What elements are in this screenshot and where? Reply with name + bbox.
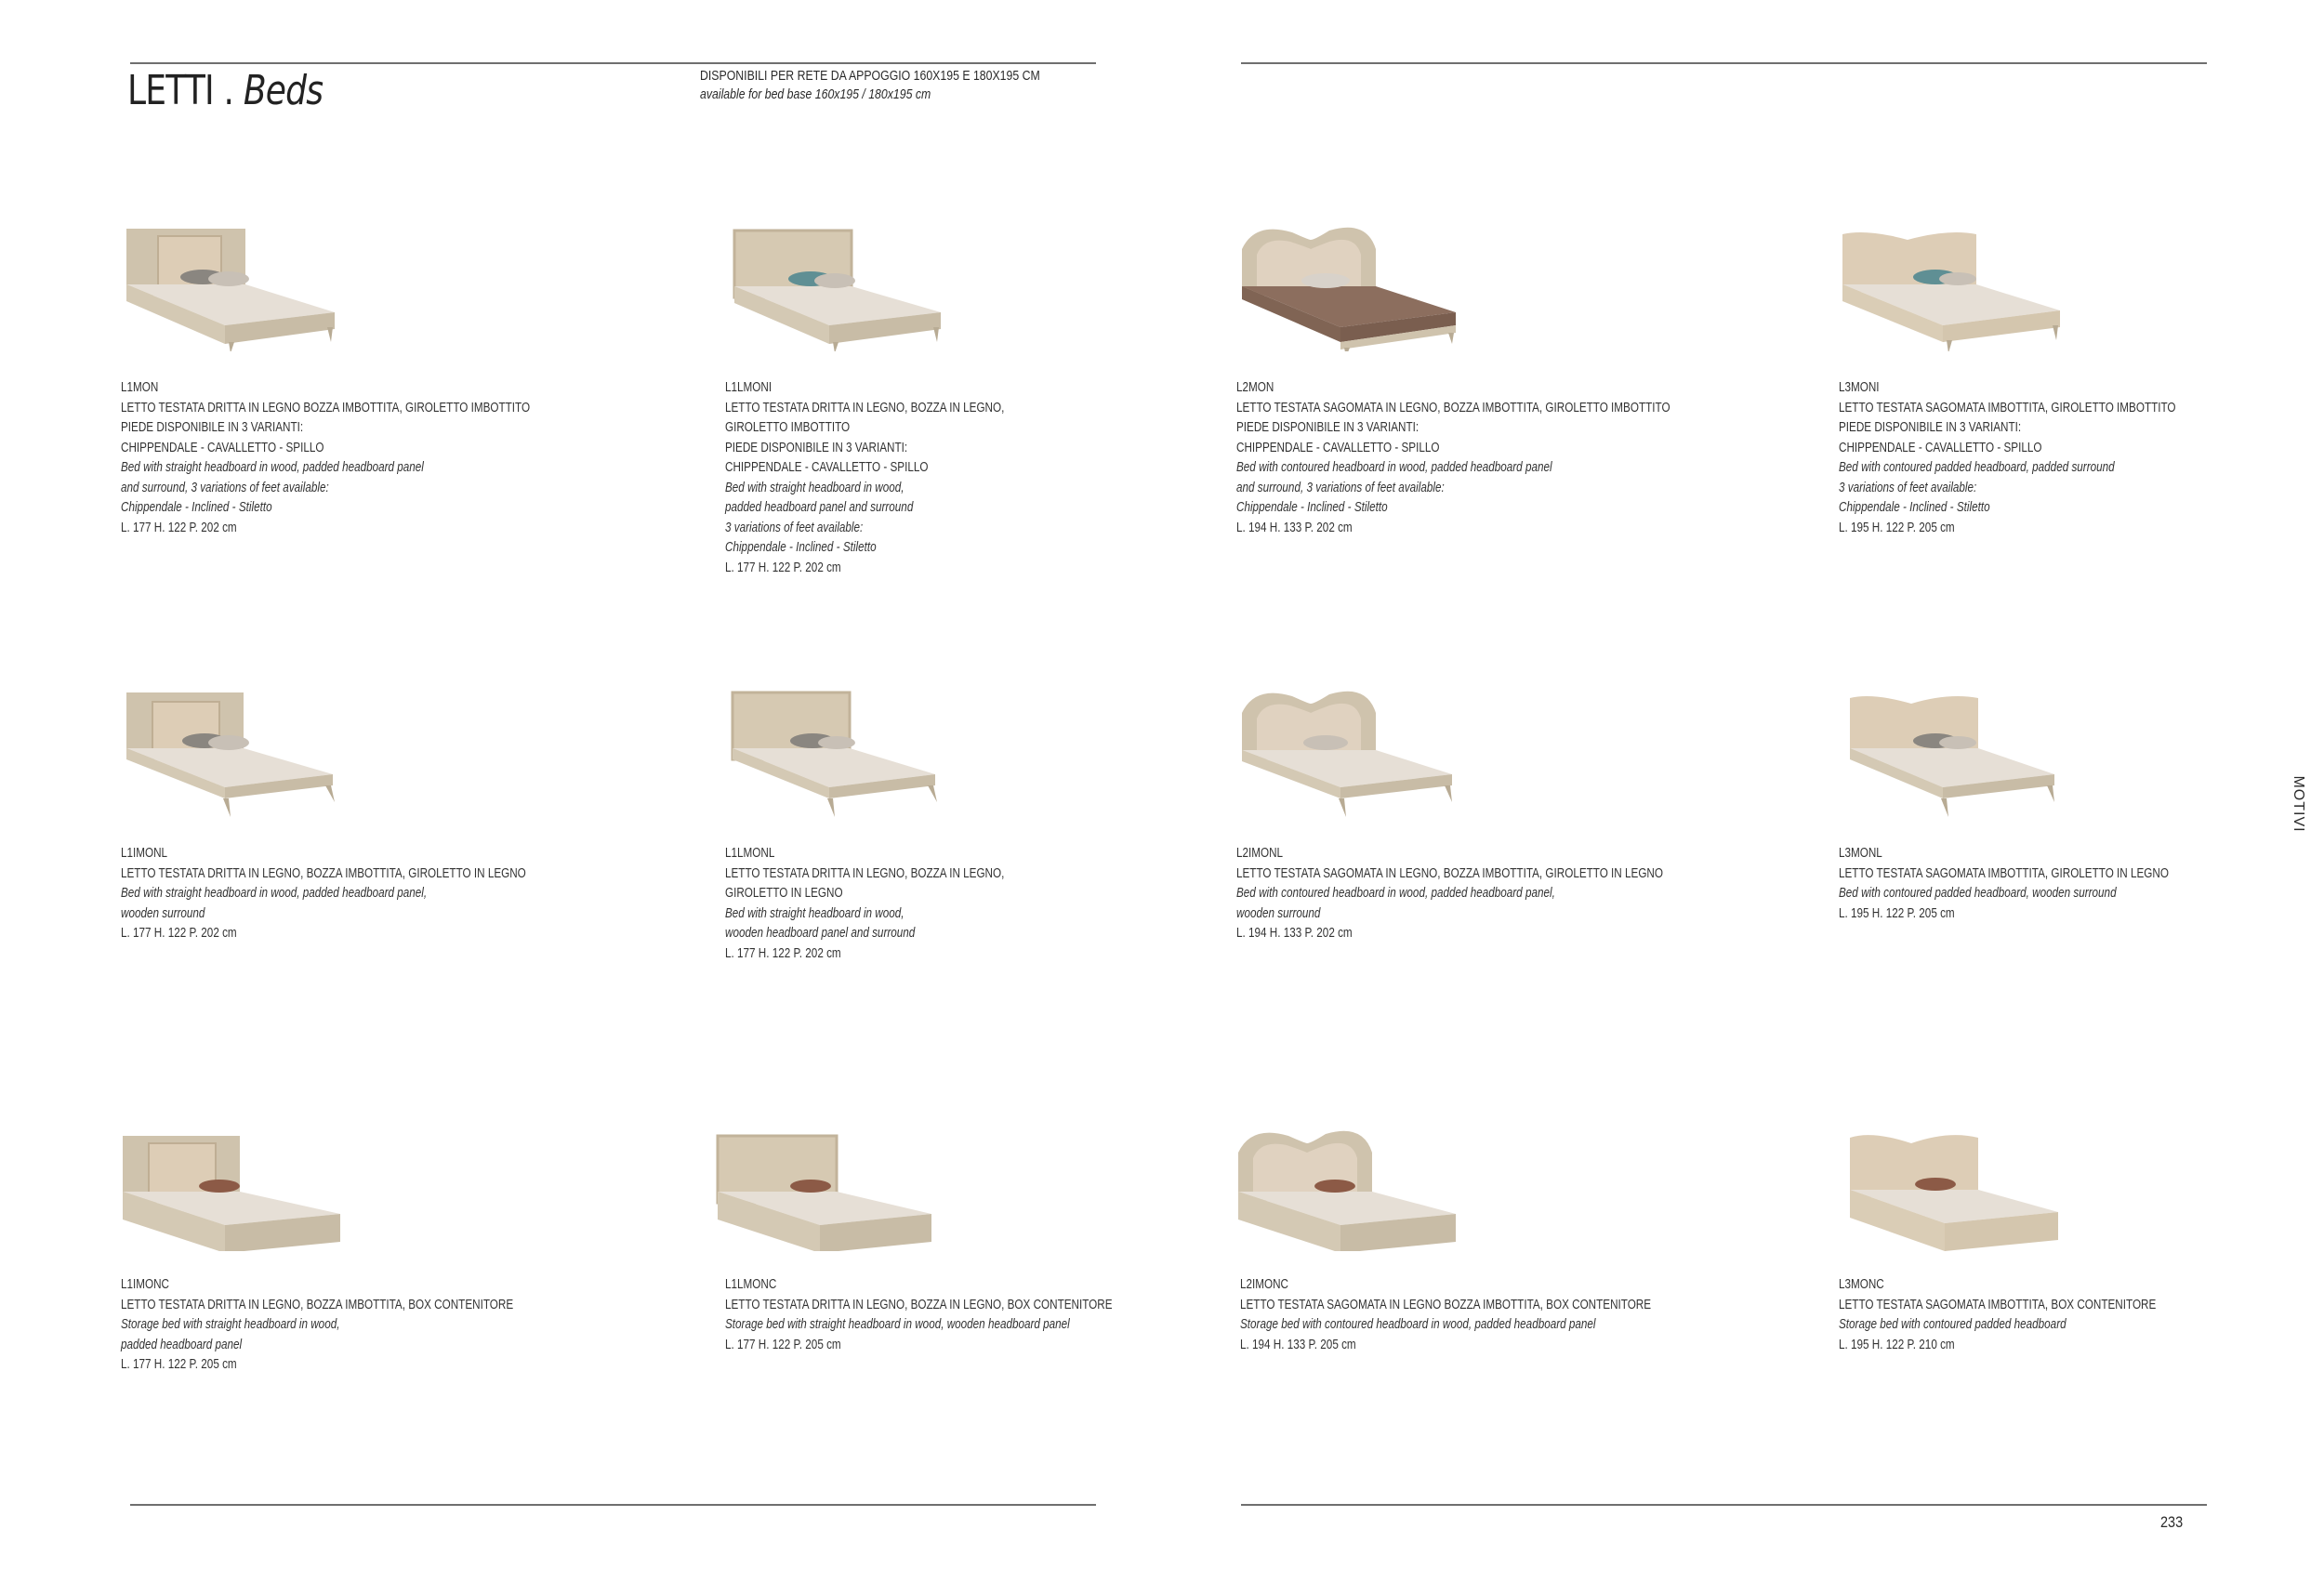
page-title <box>127 67 323 114</box>
product-description: L1LMONC LETTO TESTATA DRITTA IN LEGNO, BOZZA IN LEGNO, BOX CONTENITORE Storage bed with straight headboard in wood, wooden headboard panel L. 177 H. 122 P. 205 cm <box>725 1274 1113 1354</box>
top-rule-left <box>130 62 1096 64</box>
product-card <box>121 678 679 941</box>
product-code: L1IMONC <box>121 1276 170 1292</box>
product-dimensions: L. 194 H. 133 P. 202 cm <box>1236 925 1353 941</box>
product-dimensions: L. 177 H. 122 P. 202 cm <box>121 519 237 535</box>
product-code: L2IMONL <box>1236 845 1284 861</box>
product-code: L1LMONI <box>725 379 772 395</box>
storage-bed-photo-straight-padded <box>121 1112 400 1251</box>
product-code: L3MONI <box>1839 379 1880 395</box>
product-card <box>1236 212 1794 535</box>
product-description: L3MONC LETTO TESTATA SAGOMATA IMBOTTITA, BOX CONTENITORE Storage bed with contoured padded headboard L. 195 H. 122 P. 210 cm <box>1839 1274 2156 1354</box>
product-card <box>1236 678 1794 941</box>
product-dimensions: L. 195 H. 122 P. 205 cm <box>1839 904 1955 921</box>
product-description: L1LMONI LETTO TESTATA DRITTA IN LEGNO, BOZZA IN LEGNO, GIROLETTO IMBOTTITO PIEDE DISPONIBILE IN 3 VARIANTI: CHIPPENDALE - CAVALLETTO - SPILLO Bed with straight headboard in wood, padded headboard panel and surround 3 variations of feet available: Chippendale - Inclined - Stiletto L. 177 H. 122 P. 202 cm <box>725 377 1004 577</box>
bottom-rule-left <box>130 1504 1096 1506</box>
section-tab-label: MOTIVI <box>2291 775 2306 833</box>
product-description: L2IMONC LETTO TESTATA SAGOMATA IN LEGNO BOZZA IMBOTTITA, BOX CONTENITORE Storage bed with contoured headboard in wood, padded headboard panel L. 194 H. 133 P. 205 cm <box>1240 1274 1651 1354</box>
product-dimensions: L. 177 H. 122 P. 202 cm <box>725 559 841 575</box>
bed-photo-contoured-wood <box>1236 678 1515 817</box>
top-rule-right <box>1241 62 2207 64</box>
product-card <box>1233 1112 1790 1352</box>
bed-photo-contoured-padded <box>1839 678 2118 817</box>
storage-bed-photo-straight-wood <box>716 1112 995 1251</box>
product-description: L1LMONL LETTO TESTATA DRITTA IN LEGNO, BOZZA IN LEGNO, GIROLETTO IN LEGNO Bed with straight headboard in wood, wooden headboard panel and surround L. 177 H. 122 P. 202 cm <box>725 843 1004 963</box>
product-card <box>121 1112 679 1372</box>
availability-english: available for bed base 160x195 / 180x195 cm <box>700 86 931 102</box>
product-description: L2IMONL LETTO TESTATA SAGOMATA IN LEGNO, BOZZA IMBOTTITA, GIROLETTO IN LEGNO Bed with contoured headboard in wood, padded headboard panel, wooden surround L. 194 H. 133 P. 202 cm <box>1236 843 1663 943</box>
storage-bed-photo-contoured <box>1233 1112 1512 1251</box>
product-code: L2MON <box>1236 379 1274 395</box>
bed-photo-straight-padded <box>121 678 400 817</box>
product-dimensions: L. 177 H. 122 P. 202 cm <box>725 944 841 961</box>
product-code: L2IMONC <box>1240 1276 1289 1292</box>
availability-note <box>700 67 1040 104</box>
availability-italian: DISPONIBILI PER RETE DA APPOGGIO 160X195 E 180X195 CM <box>700 68 1040 84</box>
product-code: L1LMONC <box>725 1276 777 1292</box>
product-code: L1IMONL <box>121 845 168 861</box>
product-card <box>1839 1112 2324 1352</box>
product-description: L3MONL LETTO TESTATA SAGOMATA IMBOTTITA, GIROLETTO IN LEGNO Bed with contoured padded headboard, wooden surround L. 195 H. 122 P. 205 cm <box>1839 843 2169 923</box>
product-card <box>1839 212 2324 535</box>
section-tab <box>2289 762 2307 846</box>
product-dimensions: L. 177 H. 122 P. 205 cm <box>121 1356 237 1372</box>
product-dimensions: L. 177 H. 122 P. 205 cm <box>725 1336 841 1352</box>
product-code: L3MONL <box>1839 845 1882 861</box>
storage-bed-photo-contoured-padded <box>1839 1112 2118 1251</box>
product-code: L1MON <box>121 379 159 395</box>
page-number: 233 <box>2160 1513 2184 1531</box>
product-description: L2MON LETTO TESTATA SAGOMATA IN LEGNO, BOZZA IMBOTTITA, GIROLETTO IMBOTTITO PIEDE DISPONIBILE IN 3 VARIANTI: CHIPPENDALE - CAVALLETTO - SPILLO Bed with contoured headboard in wood, padded headboard panel and surround, 3 variations of feet available: Chippendale - Inclined - Stiletto L. 194 H. 133 P. 202 cm <box>1236 377 1670 537</box>
product-card <box>1839 678 2324 921</box>
product-description: L1IMONL LETTO TESTATA DRITTA IN LEGNO, BOZZA IMBOTTITA, GIROLETTO IN LEGNO Bed with straight headboard in wood, padded headboard panel, wooden surround L. 177 H. 122 P. 202 cm <box>121 843 526 943</box>
bottom-rule-right <box>1241 1504 2207 1506</box>
bed-photo-straight-padded <box>121 212 400 351</box>
product-dimensions: L. 194 H. 133 P. 205 cm <box>1240 1336 1356 1352</box>
bed-photo-contoured-padded <box>1839 212 2118 351</box>
product-dimensions: L. 194 H. 133 P. 202 cm <box>1236 519 1353 535</box>
product-description: L3MONI LETTO TESTATA SAGOMATA IMBOTTITA, GIROLETTO IMBOTTITO PIEDE DISPONIBILE IN 3 VARIANTI: CHIPPENDALE - CAVALLETTO - SPILLO Bed with contoured padded headboard, padded surround 3 variations of feet available: Chippendale - Inclined - Stiletto L. 195 H. 122 P. 205 cm <box>1839 377 2176 537</box>
product-dimensions: L. 177 H. 122 P. 202 cm <box>121 925 237 941</box>
bed-photo-straight-wood <box>725 212 1004 351</box>
product-description: L1IMONC LETTO TESTATA DRITTA IN LEGNO, BOZZA IMBOTTITA, BOX CONTENITORE Storage bed with straight headboard in wood, padded headboard panel L. 177 H. 122 P. 205 cm <box>121 1274 513 1375</box>
title-italian: LETTI . <box>127 67 234 114</box>
product-dimensions: L. 195 H. 122 P. 205 cm <box>1839 519 1955 535</box>
product-dimensions: L. 195 H. 122 P. 210 cm <box>1839 1336 1955 1352</box>
title-english: Beds <box>243 67 324 114</box>
bed-photo-contoured-plaid <box>1236 212 1515 351</box>
product-code: L3MONC <box>1839 1276 1884 1292</box>
product-code: L1LMONL <box>725 845 775 861</box>
product-description: L1MON LETTO TESTATA DRITTA IN LEGNO BOZZA IMBOTTITA, GIROLETTO IMBOTTITO PIEDE DISPONIBILE IN 3 VARIANTI: CHIPPENDALE - CAVALLETTO - SPILLO Bed with straight headboard in wood, padded headboard panel and surround, 3 variations of feet available: Chippendale - Inclined - Stiletto L. 177 H. 122 P. 202 cm <box>121 377 530 537</box>
bed-photo-straight-wood <box>725 678 1004 817</box>
product-card <box>121 212 679 535</box>
